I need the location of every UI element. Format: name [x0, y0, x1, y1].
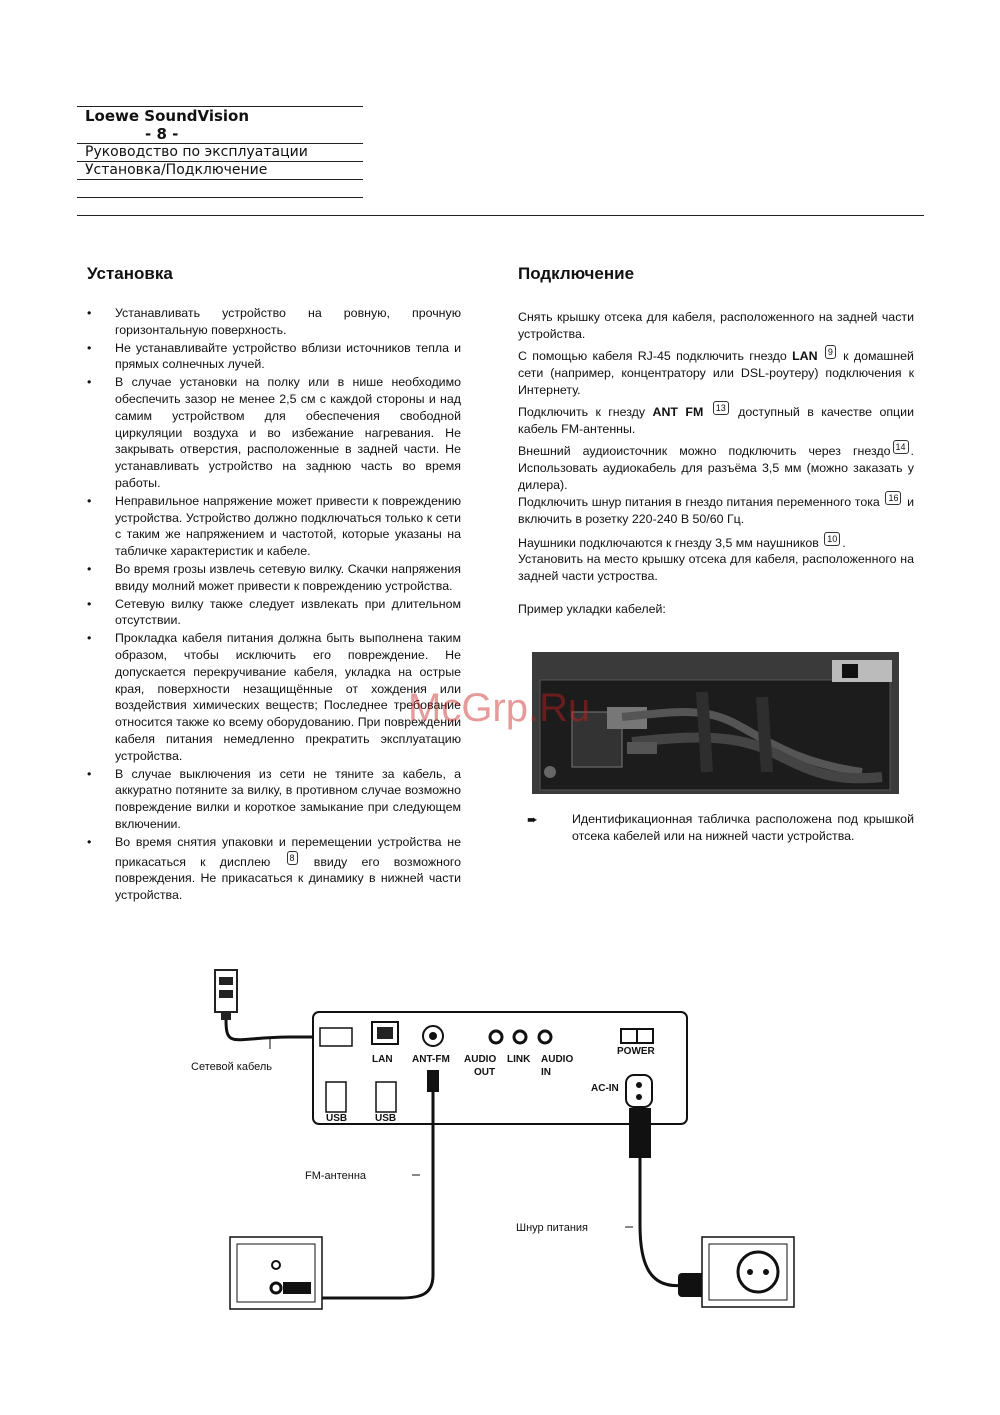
manual-title: Руководство по эксплуатации	[85, 144, 308, 160]
list-item: • Неправильное напряжение может привести к повреждению устройства. Устройство должно подключаться только к сети с таким же напряжением и частотой, которые указаны на табличке характеристик и кабеле.	[87, 493, 461, 560]
acin-label: AC-IN	[591, 1083, 619, 1094]
fm-antenna-label: FM-антенна	[305, 1170, 367, 1182]
lan-label: LAN	[792, 349, 818, 364]
step-replace-cover: Установить на место крышку отсека для кабеля, расположенного на задней части устроства.	[518, 552, 914, 583]
ref-number: 13	[713, 401, 729, 415]
list-item: • Прокладка кабеля питания должна быть выполнена таким образом, чтобы исключить его повреждение. Не допускается перекручивание кабеля, укладка на острые края, поверхности незащищённые от хождения или воздействия химических веществ; Последнее требование относится также ко всему оборудованию. При повреждении кабеля питания немедленно прекратить эксплуатацию устройства.	[87, 630, 461, 764]
connection-title: Подключение	[518, 264, 635, 283]
ref-number: 14	[893, 440, 909, 454]
nameplate-note: Идентификационная табличка расположена под крышкой отсека кабелей или на нижней части устройства.	[572, 812, 914, 843]
ref-number: 10	[824, 532, 840, 546]
usb-label: USB	[326, 1113, 348, 1124]
list-item: • В случае выключения из сети не тяните за кабель, а аккуратно потяните за вилку, в противном случае возможно повреждение вилки и короткое замыкание при следующем включении.	[87, 766, 461, 833]
connection-diagram	[180, 965, 820, 1310]
page-rule	[77, 215, 924, 216]
step-remove-cover: Снять крышку отсека для кабеля, расположенного на задней части устройства.	[518, 310, 914, 341]
power-cord-label: Шнур питания	[516, 1222, 589, 1234]
audio-out-label: OUT	[474, 1067, 496, 1078]
step-audio: Внешний аудиоисточник можно подключить через гнездо 14 . Использовать аудиокабель для разъёма 3,5 мм (можно заказать у дилера).	[518, 442, 914, 492]
step-headphones: Наушники подключаются к гнезду 3,5 мм наушников 10 .	[518, 534, 846, 551]
audio-in-label: IN	[541, 1067, 551, 1078]
power-switch-label: POWER	[617, 1046, 655, 1057]
audio-in-label: AUDIO	[541, 1054, 574, 1065]
installation-list	[87, 305, 461, 905]
antfm-label: ANT FM	[652, 405, 704, 420]
note-arrow-icon: ➨	[527, 812, 538, 827]
step-power: Подключить шнур питания в гнездо питания переменного тока 16 и включить в розетку 220-240 В 50/60 Гц.	[518, 493, 914, 526]
header-rule	[77, 197, 363, 198]
list-item: • В случае установки на полку или в нише необходимо обеспечить зазор не менее 2,5 см с каждой стороны и над самим устройством для обеспечения свободной циркуляции воздуха и во избежание нагревания. Не закрывать отверстия, расположенные в задней части. Не устанавливать устройство на заднюю часть во время работы.	[87, 374, 461, 492]
watermark: McGrp.Ru	[408, 686, 591, 730]
network-plug-icon	[215, 970, 237, 1020]
page-number: - 8 -	[145, 125, 179, 143]
list-item: • Во время грозы извлечь сетевую вилку. Скачки напряжения ввиду молний может привести к повреждению устройства.	[87, 561, 461, 595]
product-name: Loewe SoundVision	[85, 107, 250, 125]
list-item: • Сетевую вилку также следует извлекать при длительном отсутствии.	[87, 596, 461, 630]
list-item: • Устанавливать устройство на ровную, прочную горизонтальную поверхность.	[87, 305, 461, 339]
section-title: Установка/Подключение	[85, 162, 268, 178]
list-item: • Во время снятия упаковки и перемещении устройства не прикасаться к дисплею 8 ввиду его возможного повреждения. Не прикасаться к динамику в нижней части устройства.	[87, 834, 461, 904]
antfm-port-label: ANT-FM	[412, 1054, 450, 1065]
audio-out-label: AUDIO	[464, 1054, 497, 1065]
installation-title: Установка	[87, 264, 173, 283]
list-item: • Не устанавливайте устройство вблизи источников тепла и прямых солнечных лучей.	[87, 340, 461, 374]
link-port-label: LINK	[507, 1054, 531, 1065]
header-rule	[77, 179, 363, 180]
network-cable-label: Сетевой кабель	[191, 1061, 273, 1073]
lan-port-label: LAN	[372, 1054, 393, 1065]
step-lan: С помощью кабеля RJ-45 подключить гнездо LAN 9 к домашней сети (например, концентратору или DSL-роутеру) подключения к Интернету.	[518, 347, 914, 397]
example-caption: Пример укладки кабелей:	[518, 602, 666, 616]
ref-number: 8	[287, 851, 298, 865]
usb-label: USB	[375, 1113, 397, 1124]
ref-number: 9	[825, 345, 836, 359]
step-antfm: Подключить к гнезду ANT FM 13 доступный в качестве опции кабель FM-антенны.	[518, 403, 914, 436]
ref-number: 16	[885, 491, 901, 505]
